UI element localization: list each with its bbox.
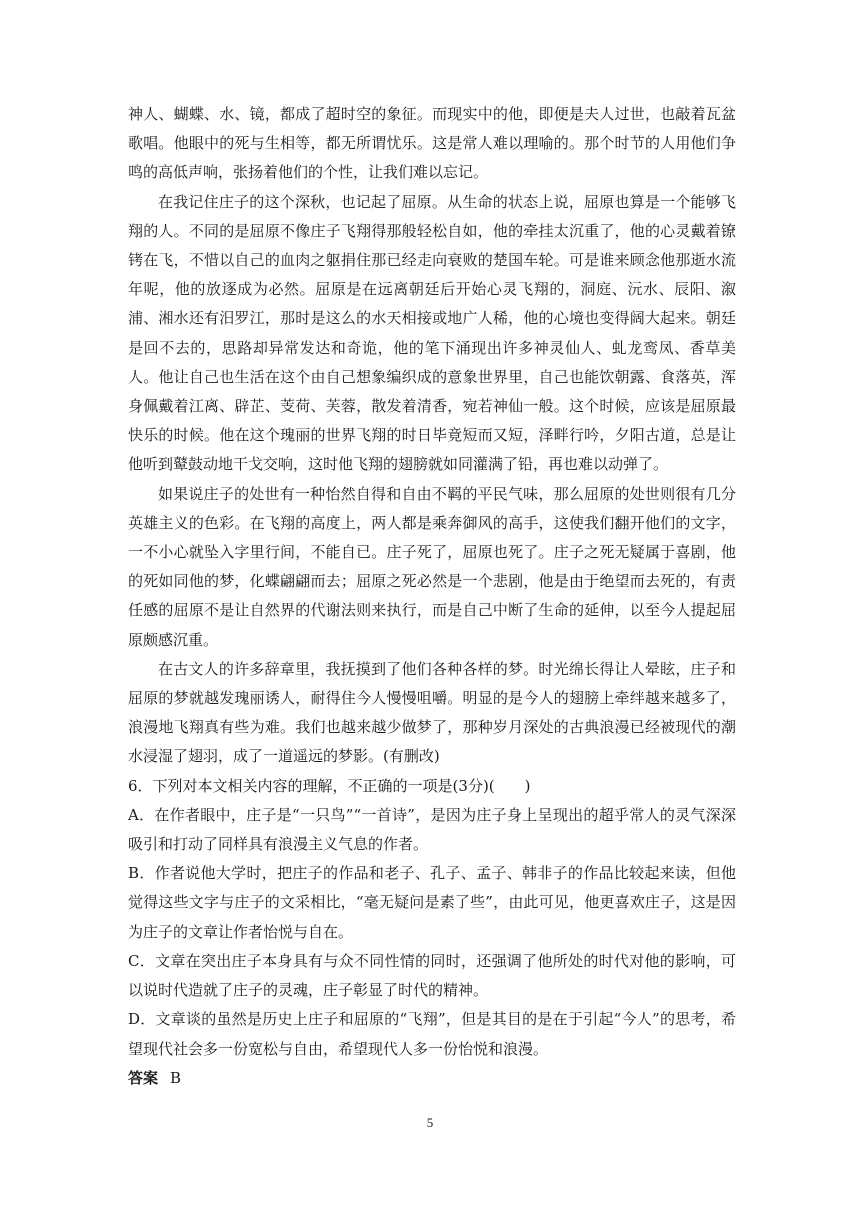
passage-paragraph-2: 在我记住庄子的这个深秋，也记起了屈原。从生命的状态上说，屈原也算是一个能够飞翔的人。不同的是屈原不像庄子飞翔得那般轻松自如，他的牵挂太沉重了，他的心灵戴着镣铐在飞，不惜以自己的血肉之躯捐住那已经走向衰败的楚国车轮。可是谁来顾念他那逝水流年呢，他的放逐成为必然。屈原是在远离朝廷后开始心灵飞翔的，洞庭、沅水、辰阳、溆浦、湘水还有汨罗江，那时是这么的水天相接或地广人稀，他的心境也变得阔大起来。朝廷是回不去的，思路却异常发达和奇诡，他的笔下涌现出许多神灵仙人、虬龙鸾凤、香草美人。他让自己也生活在这个由自己想象编织成的意象世界里，自己也能饮朝露、食落英，浑身佩戴着江离、辟芷、芰荷、芙蓉，散发着清香，宛若神仙一般。这个时候，应该是屈原最快乐的时候。他在这个瑰丽的世界飞翔的时日毕竟短而又短，泽畔行吟，夕阳古道，总是让他听到鼙鼓动地干戈交响，这时他飞翔的翅膀就如同灌满了铅，再也难以动弹了。 bbox=[128, 192, 736, 474]
option-d: D．文章谈的虽然是历史上庄子和屈原的“飞翔”，但是其目的是在于引起“今人”的思考，希望现代社会多一份宽松与自由，希望现代人多一份怡悦和浪漫。 bbox=[128, 1010, 736, 1058]
page-content bbox=[128, 100, 736, 1093]
passage-paragraph-4: 在古文人的许多辞章里，我抚摸到了他们各种各样的梦。时光绵长得让人晕眩，庄子和屈原的梦就越发瑰丽诱人，耐得住今人慢慢咀嚼。明显的是今人的翅膀上牵绊越来越多了，浪漫地飞翔真有些为难。我们也越来越少做梦了，那种岁月深处的古典浪漫已经被现代的潮水浸湿了翅羽，成了一道遥远的梦影。(有删改) bbox=[128, 659, 736, 766]
option-b: B．作者说他大学时，把庄子的作品和老子、孔子、孟子、韩非子的作品比较起来读，但他觉得这些文字与庄子的文采相比，“毫无疑问是素了些”，由此可见，他更喜欢庄子，这是因为庄子的文章让作者怡悦与自在。 bbox=[128, 864, 736, 941]
option-c: C．文章在突出庄子本身具有与众不同性情的同时，还强调了他所处的时代对他的影响，可以说时代造就了庄子的灵魂，庄子彰显了时代的精神。 bbox=[128, 951, 736, 1000]
passage-paragraph-1: 神人、蝴蝶、水、镜，都成了超时空的象征。而现实中的他，即便是夫人过世，也敲着瓦盆歌唱。他眼中的死与生相等，都无所谓忧乐。这是常人难以理喻的。那个时节的人用他们争鸣的高低声响，张扬着他们的个性，让我们难以忘记。 bbox=[128, 105, 736, 182]
answer-value: B bbox=[170, 1068, 182, 1087]
question-stem: 6．下列对本文相关内容的理解，不正确的一项是(3分)( ) bbox=[128, 776, 531, 795]
passage-paragraph-3: 如果说庄子的处世有一种怡然自得和自由不羁的平民气味，那么屈原的处世则很有几分英雄主义的色彩。在飞翔的高度上，两人都是乘奔御风的高手，这使我们翻开他们的文字，一不小心就坠入字里行间，不能自已。庄子死了，屈原也死了。庄子之死无疑属于喜剧，他的死如同他的梦，化蝶翩翩而去；屈原之死必然是一个悲剧，他是由于绝望而去死的，有责任感的屈原不是让自然界的代谢法则来执行，而是自己中断了生命的延伸，以至今人提起屈原颇感沉重。 bbox=[128, 484, 736, 649]
answer-line bbox=[128, 1064, 736, 1093]
answer-label: 答案 bbox=[128, 1068, 159, 1087]
option-a: A．在作者眼中，庄子是“一只鸟”“一首诗”，是因为庄子身上呈现出的超乎常人的灵气深深吸引和打动了同样具有浪漫主义气息的作者。 bbox=[128, 805, 736, 854]
page-number: 5 bbox=[426, 1115, 434, 1130]
